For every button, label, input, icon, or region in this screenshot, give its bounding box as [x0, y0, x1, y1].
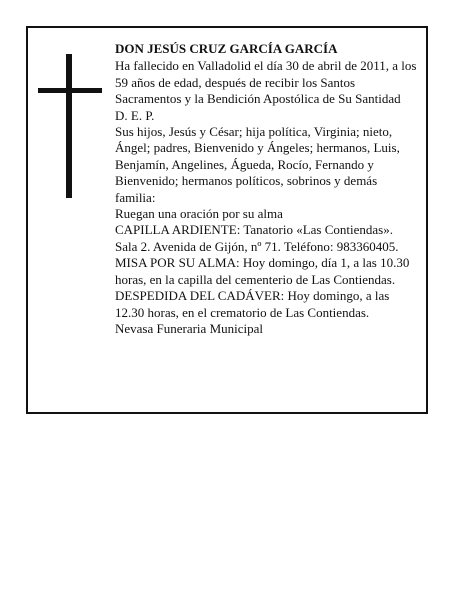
death-info: Ha fallecido en Valladolid el día 30 de abril de 2011, a los 59 años de edad, después de recibir los Santos Sacramentos y la Bendición Apostólica de Su Santidad [115, 58, 417, 107]
mass-info: MISA POR SU ALMA: Hoy domingo, día 1, a las 10.30 horas, en la capilla del cementerio de Las Contiendas. [115, 255, 410, 287]
deceased-name: DON JESÚS CRUZ GARCÍA GARCÍA [115, 41, 338, 56]
farewell-info: DESPEDIDA DEL CADÁVER: Hoy domingo, a las 12.30 horas, en el crematorio de Las Contiendas. [115, 288, 390, 320]
obituary-notice [26, 26, 428, 414]
cross-vertical-bar [66, 54, 72, 198]
prayer-request: Ruegan una oración por su alma [115, 206, 283, 222]
obituary-text [115, 41, 417, 337]
family-list: Sus hijos, Jesús y César; hija política, Virginia; nieto, Ángel; padres, Bienvenido y Ángeles; hermanos, Luis, Benjamín, Angelines, Águeda, Rocío, Fernando y Bienvenido; hermanos políticos, sobrinos y demás familia: [115, 124, 400, 205]
chapel-info: CAPILLA ARDIENTE: Tanatorio «Las Contiendas». Sala 2. Avenida de Gijón, nº 71. Teléfono: 983360405. [115, 222, 399, 254]
cross-horizontal-bar [38, 88, 102, 93]
funeral-home: Nevasa Funeraria Municipal [115, 320, 264, 336]
dep-line: D. E. P. [115, 107, 155, 123]
cross-icon [38, 54, 102, 198]
